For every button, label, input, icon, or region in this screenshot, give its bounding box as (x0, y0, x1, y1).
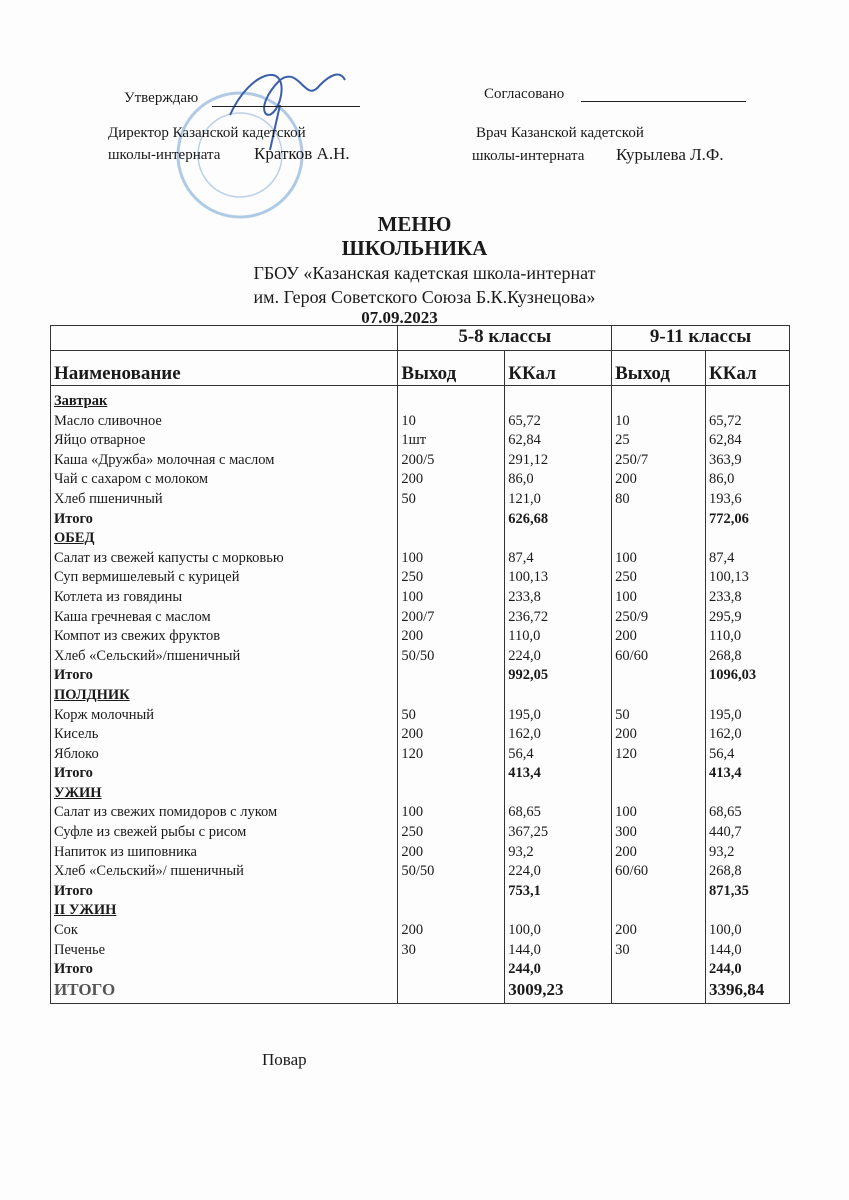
row-item-k2: 93,2 (709, 843, 735, 860)
row-item-k1: 195,0 (508, 706, 541, 723)
row-item-v2: 100 (615, 588, 637, 605)
row-item-name: Напиток из шиповника (54, 843, 197, 860)
row-item-v2: 10 (615, 412, 630, 429)
header-empty (51, 326, 398, 351)
col-kcal-1: ККал (505, 351, 612, 386)
row-tot-v1 (401, 960, 501, 980)
row-item-k1: 87,4 (508, 549, 534, 566)
row-item-v1: 250 (401, 569, 424, 586)
row-item-k1: 100,13 (508, 569, 549, 586)
row-tot-name: Итого (54, 765, 93, 782)
row-sec-k1 (508, 686, 608, 706)
row-tot-k2: 1096,03 (709, 667, 757, 684)
row-item-name: Яйцо отварное (54, 432, 146, 449)
row-tot-v1 (401, 666, 501, 686)
row-item-k1: 233,8 (508, 588, 541, 605)
agreed-label: Согласовано (484, 86, 565, 102)
row-item-v1: 100 (401, 549, 424, 566)
row-item-k1: 291,12 (508, 451, 549, 468)
row-item-k1: 93,2 (508, 843, 534, 860)
agreed-signature-line (581, 101, 746, 102)
row-tot-v2 (615, 960, 702, 980)
row-item-k1: 65,72 (508, 412, 541, 429)
row-tot-v2 (615, 510, 702, 530)
row-item-v1: 200 (401, 628, 424, 645)
row-tot-name: Итого (54, 882, 93, 899)
row-sec-v2 (615, 529, 702, 549)
row-item-k2: 144,0 (709, 941, 742, 958)
row-item-k1: 162,0 (508, 726, 541, 743)
row-grand-v2 (615, 980, 702, 1000)
row-item-v2: 30 (615, 941, 630, 958)
row-tot-k1: 753,1 (508, 882, 541, 899)
approve-label: Утверждаю (124, 90, 199, 106)
agreed-name: Курылева Л.Ф. (616, 145, 724, 164)
names-column (51, 386, 398, 1004)
row-item-v2: 120 (615, 745, 637, 762)
approve-signature-line (212, 106, 360, 107)
row-tot-v2 (615, 666, 702, 686)
row-item-v2: 250/7 (615, 451, 649, 468)
title-student: ШКОЛЬНИКА (341, 236, 488, 260)
row-item-v1: 50 (401, 706, 416, 723)
row-sec-v2 (615, 901, 702, 921)
row-item-v1: 200 (401, 922, 424, 939)
row-tot-k1: 413,4 (508, 765, 541, 782)
row-item-k2: 295,9 (709, 608, 742, 625)
row-item-k2: 100,0 (709, 922, 742, 939)
org-line-2: им. Героя Советского Союза Б.К.Кузнецова» (253, 287, 596, 307)
cook-label: Повар (262, 1050, 307, 1069)
row-item-k1: 121,0 (508, 490, 541, 507)
row-item-v1: 50/50 (401, 647, 435, 664)
row-grand-k2: 3396,84 (709, 979, 765, 999)
row-sec-v1 (401, 784, 501, 804)
approve-position-2: школы-интерната (108, 147, 221, 163)
out-1-column (398, 386, 505, 1004)
row-item-v2: 200 (615, 922, 637, 939)
row-tot-k2: 871,35 (709, 882, 749, 899)
row-sec-v2 (615, 784, 702, 804)
out-2-column (612, 386, 706, 1004)
row-sec-name: II УЖИН (54, 902, 117, 919)
row-item-name: Корж молочный (54, 706, 154, 723)
row-item-v1: 1шт (401, 432, 427, 449)
row-item-name: Салат из свежих помидоров с луком (54, 804, 278, 821)
row-item-k1: 56,4 (508, 745, 534, 762)
row-item-name: Чай с сахаром с молоком (54, 471, 209, 488)
agreed-position-2: школы-интерната (472, 148, 585, 164)
row-item-v2: 250 (615, 569, 637, 586)
row-tot-k1: 992,05 (508, 667, 549, 684)
row-item-k2: 56,4 (709, 745, 735, 762)
row-sec-k2 (709, 686, 786, 706)
col-kcal-2: ККал (706, 351, 790, 386)
row-tot-k1: 626,68 (508, 510, 549, 527)
row-sec-k2 (709, 784, 786, 804)
row-grand-v1 (401, 980, 501, 1000)
row-item-k1: 236,72 (508, 608, 549, 625)
approve-position: Директор Казанской кадетской (108, 125, 306, 141)
row-item-k2: 65,72 (709, 412, 742, 429)
row-item-k1: 62,84 (508, 432, 541, 449)
row-item-name: Печенье (54, 941, 106, 958)
row-tot-name: Итого (54, 961, 93, 978)
row-item-v2: 200 (615, 628, 637, 645)
row-item-k2: 87,4 (709, 549, 735, 566)
row-tot-v2 (615, 764, 702, 784)
row-item-name: Котлета из говядины (54, 588, 183, 605)
row-tot-v1 (401, 510, 501, 530)
row-item-v2: 25 (615, 432, 630, 449)
row-item-name: Суп вермишелевый с курицей (54, 569, 240, 586)
org-line-1: ГБОУ «Казанская кадетская школа-интернат (253, 263, 596, 283)
row-item-k1: 224,0 (508, 647, 541, 664)
row-grand-name: ИТОГО (54, 979, 116, 999)
row-sec-v2 (615, 686, 702, 706)
row-item-v2: 300 (615, 824, 637, 841)
row-item-v2: 100 (615, 549, 637, 566)
row-item-name: Каша «Дружба» молочная с маслом (54, 451, 275, 468)
row-item-k2: 195,0 (709, 706, 742, 723)
row-item-k1: 86,0 (508, 471, 534, 488)
row-item-v2: 80 (615, 490, 630, 507)
row-item-v1: 100 (401, 588, 424, 605)
row-item-v2: 60/60 (615, 647, 649, 664)
row-sec-v1 (401, 392, 501, 412)
row-sec-k1 (508, 784, 608, 804)
col-out-2: Выход (612, 351, 706, 386)
row-sec-v1 (401, 686, 501, 706)
row-item-k2: 62,84 (709, 432, 742, 449)
row-tot-v1 (401, 882, 501, 902)
row-item-v2: 100 (615, 804, 637, 821)
row-sec-k1 (508, 529, 608, 549)
approve-name: Кратков А.Н. (254, 144, 350, 163)
row-tot-k2: 244,0 (709, 961, 742, 978)
row-sec-k2 (709, 529, 786, 549)
row-item-k1: 367,25 (508, 824, 549, 841)
row-sec-v2 (615, 392, 702, 412)
row-item-v1: 200 (401, 471, 424, 488)
row-tot-k1: 244,0 (508, 961, 541, 978)
row-sec-name: Завтрак (54, 393, 108, 409)
row-item-k2: 193,6 (709, 490, 742, 507)
row-grand-k1: 3009,23 (508, 979, 564, 999)
row-sec-k1 (508, 901, 608, 921)
menu-date: 07.09.2023 (361, 308, 438, 327)
row-item-name: Хлеб пшеничный (54, 490, 163, 507)
row-item-v1: 200/5 (401, 451, 435, 468)
row-item-name: Салат из свежей капусты с морковью (54, 549, 284, 566)
row-item-name: Хлеб «Сельский»/пшеничный (54, 647, 241, 664)
col-name: Наименование (51, 351, 398, 386)
row-item-name: Хлеб «Сельский»/ пшеничный (54, 863, 244, 880)
kcal-2-column (706, 386, 790, 1004)
row-item-k1: 224,0 (508, 863, 541, 880)
row-sec-k2 (709, 901, 786, 921)
row-item-v1: 200 (401, 726, 424, 743)
row-item-v1: 100 (401, 804, 424, 821)
row-item-name: Каша гречневая с маслом (54, 608, 211, 625)
row-sec-name: ПОЛДНИК (54, 686, 130, 703)
row-item-name: Масло сливочное (54, 412, 162, 429)
row-tot-v2 (615, 882, 702, 902)
row-sec-v1 (401, 901, 501, 921)
row-sec-name: ОБЕД (54, 530, 95, 547)
row-item-name: Кисель (54, 726, 99, 743)
row-item-v2: 200 (615, 726, 637, 743)
row-item-k2: 268,8 (709, 647, 742, 664)
col-out-1: Выход (398, 351, 505, 386)
row-item-v1: 200 (401, 843, 424, 860)
row-item-k2: 68,65 (709, 804, 742, 821)
row-item-name: Суфле из свежей рыбы с рисом (54, 824, 247, 841)
row-item-name: Сок (54, 922, 78, 939)
row-item-name: Компот из свежих фруктов (54, 628, 221, 645)
row-tot-name: Итого (54, 667, 93, 684)
row-item-v2: 50 (615, 706, 630, 723)
row-item-k2: 233,8 (709, 588, 742, 605)
row-tot-name: Итого (54, 510, 93, 527)
row-item-k1: 110,0 (508, 628, 541, 645)
row-sec-name: УЖИН (54, 784, 102, 801)
group-5-8: 5-8 классы (398, 326, 612, 351)
row-sec-k2 (709, 392, 786, 412)
row-item-v2: 200 (615, 471, 637, 488)
row-item-k2: 100,13 (709, 569, 749, 586)
row-item-v1: 200/7 (401, 608, 435, 625)
row-item-v1: 50/50 (401, 863, 435, 880)
title-menu: МЕНЮ (377, 212, 452, 236)
row-tot-v1 (401, 764, 501, 784)
group-9-11: 9-11 классы (612, 326, 790, 351)
kcal-1-column (505, 386, 612, 1004)
row-item-k1: 144,0 (508, 941, 541, 958)
row-item-name: Яблоко (54, 745, 99, 762)
row-item-k1: 100,0 (508, 922, 541, 939)
menu-table (50, 325, 790, 1004)
row-item-k2: 268,8 (709, 863, 742, 880)
row-item-v2: 200 (615, 843, 637, 860)
row-item-k2: 363,9 (709, 451, 742, 468)
row-item-k1: 68,65 (508, 804, 541, 821)
row-item-v2: 250/9 (615, 608, 649, 625)
row-item-v1: 30 (401, 941, 416, 958)
row-item-k2: 162,0 (709, 726, 742, 743)
row-item-v1: 120 (401, 745, 424, 762)
row-item-v1: 50 (401, 490, 416, 507)
row-item-v1: 250 (401, 824, 424, 841)
row-item-v2: 60/60 (615, 863, 649, 880)
row-tot-k2: 772,06 (709, 510, 749, 527)
row-item-k2: 110,0 (709, 628, 742, 645)
row-item-v1: 10 (401, 412, 416, 429)
row-tot-k2: 413,4 (709, 765, 742, 782)
row-item-k2: 86,0 (709, 471, 735, 488)
agreed-position: Врач Казанской кадетской (476, 125, 644, 141)
row-sec-v1 (401, 529, 501, 549)
row-sec-k1 (508, 392, 608, 412)
row-item-k2: 440,7 (709, 824, 742, 841)
